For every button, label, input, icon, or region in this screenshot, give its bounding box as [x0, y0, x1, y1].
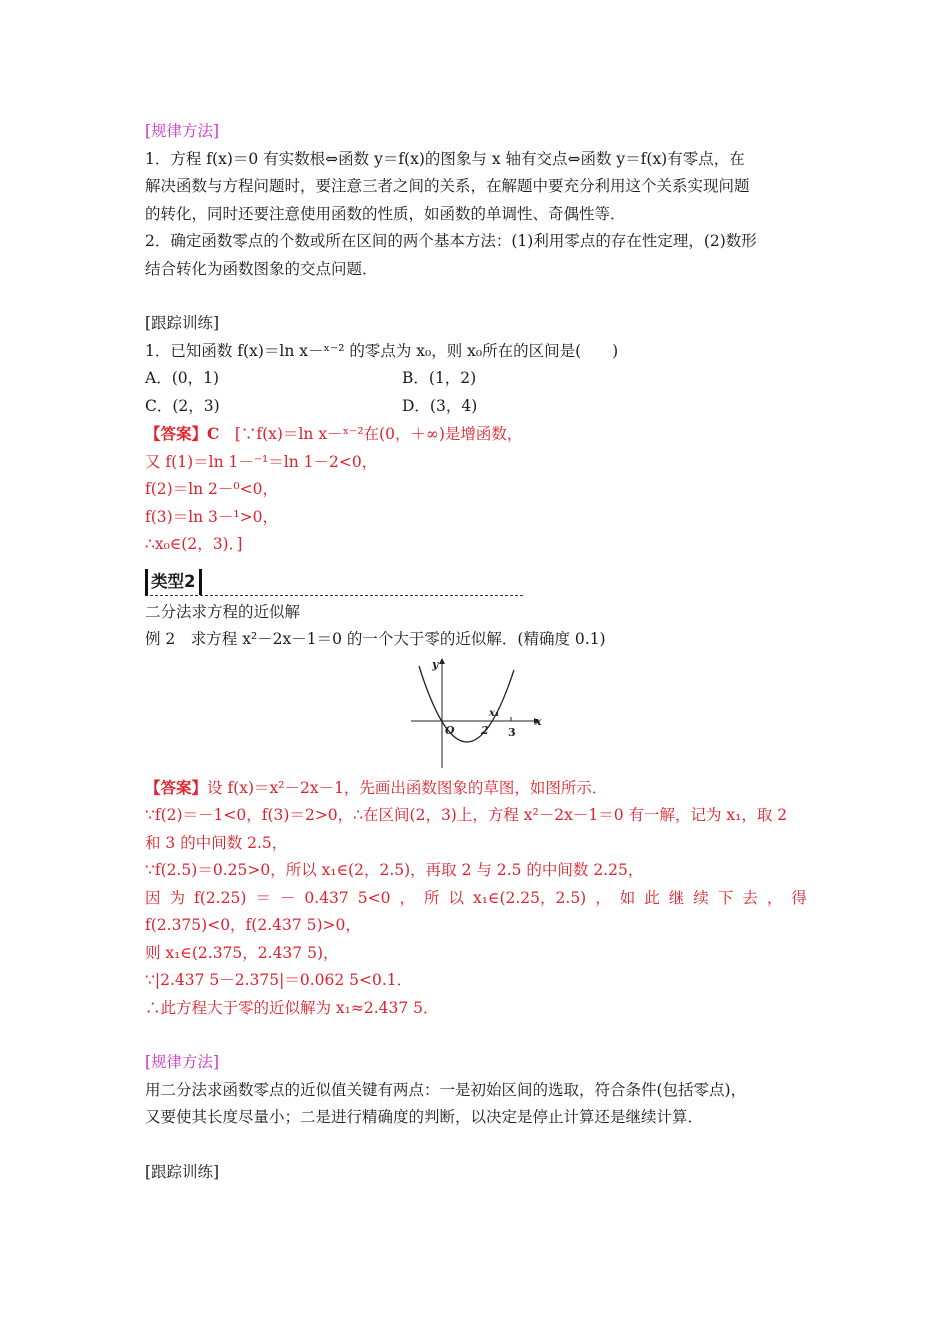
answer-tag: 【答案】C: [145, 424, 220, 443]
practice-title-1: [跟踪训练]: [145, 314, 220, 332]
answer-justified-line: 因 为 f(2.25) ＝ － 0.437 5<0 ， 所 以 x₁∈(2.25，2.5) ， 如 此 继 续 下 去 ， 得: [145, 888, 807, 907]
option-c: C．(2，3): [145, 396, 220, 415]
y-axis-label: y: [432, 657, 439, 671]
section-subtitle: 二分法求方程的近似解: [145, 602, 301, 621]
option-a: A．(0，1): [145, 369, 220, 387]
x-axis-label: x: [535, 714, 542, 728]
method-body-1: [145, 146, 815, 284]
method-line: 的转化，同时还要注意使用函数的性质，如函数的单调性、奇偶性等．: [145, 204, 626, 223]
example-2: 例 2 求方程 x²－2x－1＝0 的一个大于零的近似解．(精确度 0.1): [145, 630, 606, 648]
answer-line: ∵f(2)＝－1<0，f(3)＝2>0，∴在区间(2，3)上，方程 x²－2x－1＝0 有一解，记为 x₁，取 2: [145, 806, 788, 824]
parabola-curve: [419, 666, 514, 742]
answer-line: 【答案】设 f(x)＝x²－2x－1，先画出函数图象的草图，如图所示．: [145, 777, 608, 797]
type-heading: [145, 569, 815, 599]
method-line: 解决函数与方程问题时，要注意三者之间的关系，在解题中要充分利用这个关系实现问题: [145, 177, 750, 195]
root-label-x1: x₁: [489, 707, 500, 719]
tick-label-2: 2: [481, 723, 489, 737]
origin-label: O: [445, 723, 455, 737]
options-row: [145, 365, 815, 393]
method-line: 结合转化为函数图象的交点问题．: [145, 259, 378, 278]
heading-divider: [145, 595, 523, 596]
option-d: D．(3，4): [402, 396, 478, 415]
answer-line: ∴x₀∈(2，3)．]: [145, 535, 243, 553]
question-1: 1．已知函数 f(x)＝ln x－ˣ⁻² 的零点为 x₀，则 x₀所在的区间是( ): [145, 341, 619, 360]
answer-line: 又 f(1)＝ln 1－⁻¹＝ln 1－2<0，: [145, 452, 378, 471]
option-b: B．(1，2): [402, 369, 477, 387]
document-page: [145, 118, 815, 1186]
answer-line: 则 x₁∈(2.375，2.437 5)，: [145, 943, 339, 962]
function-graph: [411, 656, 546, 768]
answer-line: ∵|2.437 5－2.375|＝0.062 5<0.1．: [145, 971, 413, 989]
answer-line: 【答案】C [∵f(x)＝ln x－ˣ⁻²在(0，＋∞)是增函数，: [145, 424, 523, 443]
type-label: 类型2: [145, 569, 202, 595]
method-line: 用二分法求函数零点的近似值关键有两点：一是初始区间的选取，符合条件(包括零点)，: [145, 1080, 747, 1099]
method-line: 2．确定函数零点的个数或所在区间的两个基本方法：(1)利用零点的存在性定理，(2)数形: [145, 232, 757, 250]
answer-line: 和 3 的中间数 2.5，: [145, 833, 288, 852]
answer-line: f(2.375)<0，f(2.437 5)>0，: [145, 916, 361, 934]
answer-line: ∴此方程大于零的近似解为 x₁≈2.437 5．: [145, 998, 439, 1017]
method-line: 1．方程 f(x)＝0 有实数根⇔函数 y＝f(x)的图象与 x 轴有交点⇔函数 y＝f(x)有零点，在: [145, 149, 745, 168]
practice-title-2: [跟踪训练]: [145, 1162, 220, 1181]
answer-2: [145, 774, 815, 1023]
method-title-2: [规律方法]: [145, 1053, 220, 1071]
answer-tag: 【答案】: [145, 777, 208, 797]
method-line: 又要使其长度尽量小；二是进行精确度的判断，以决定是停止计算还是继续计算．: [145, 1108, 704, 1126]
answer-1: [145, 420, 815, 559]
answer-line: f(3)＝ln 3－¹>0，: [145, 507, 278, 526]
options-row: [145, 393, 815, 421]
method-title-1: [规律方法]: [145, 122, 220, 140]
answer-line: ∵f(2.5)＝0.25>0，所以 x₁∈(2，2.5)，再取 2 与 2.5 的中间数 2.25，: [145, 861, 644, 879]
tick-label-3: 3: [508, 725, 516, 739]
answer-line: f(2)＝ln 2－⁰<0，: [145, 480, 278, 498]
